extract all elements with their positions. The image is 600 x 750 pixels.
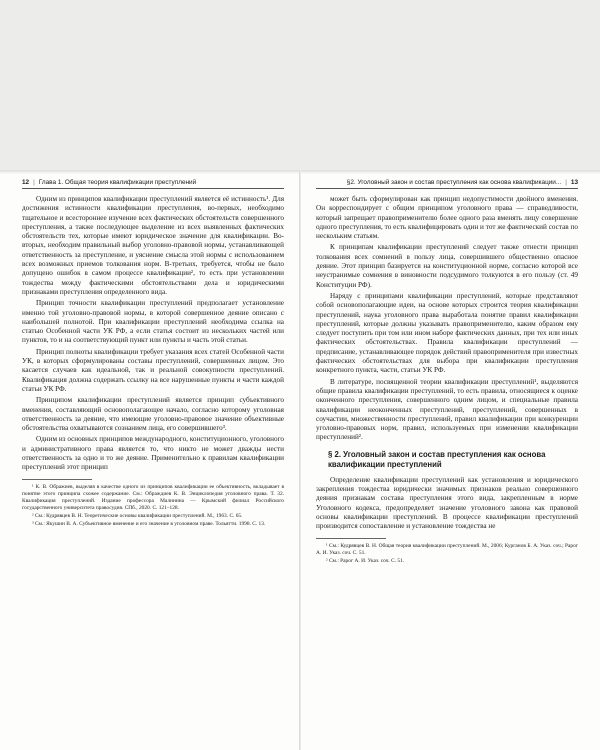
paragraph: Определение квалификации преступлений как установления и юридического закрепления тождества юридически значимых признаков реально совершенного деяния признакам состава преступления этого вида, закрепленным в норме Уголовного кодекса, предопределяет значение уголовного закона как правовой основы квалификации преступлений. В процессе квалификации преступлений производится сопоставление и установление тождества не: [316, 475, 578, 531]
footnote-rule: [22, 479, 92, 480]
footnote: ² См.: Рарог А. И. Указ. соч. С. 51.: [326, 557, 405, 564]
footnote: ¹ См.: Кудрявцев В. Н. Общая теория квалификации преступлений. М., 2006; Курганов Б. А. Указ. соч.; Рарог А. И. Указ. соч. С. 51.: [316, 542, 578, 556]
paragraph: К принципам квалификации преступлений следует также отнести принцип толкования всех сомнений в пользу лица, совершившего общественно опасное деяние. Этот принцип базируется на конституционной норме, согласно которой все неустранимые сомнения в виновности подсудимого толкуются в его пользу (ст. 49 Конституции РФ).: [316, 243, 578, 289]
left-page: [22, 176, 284, 529]
paragraph: может быть сформулирован как принцип недопустимости двойного вменения. Он корреспондирует с общим принципом уголовного права — справедливости, который запрещает правоприменителю более одного раза вменять лицу совершение одного преступления, то есть квалифицировать один и тот же фактический состав по нескольким статьям.: [316, 195, 578, 241]
footnote: ¹ К. В. Ображиев, выделяя в качестве одного из принципов квалификации ее объективность, вкладывает в понятие этого принципа схожее содержание. См.: Ображдиев К. В. Энциклопедия уголовного права. Т. 32. Квалификация преступлений. Издание профессора Малинина — Крымский филиал Российского государственного университета правосудия. СПб., 2020. С. 121–128.: [22, 483, 284, 511]
running-head: §2. Уголовный закон и состав преступления как основа квалификации...: [346, 178, 562, 186]
paragraph: Принцип полноты квалификации требует указания всех статей Особенной части УК, в которых сформулированы составы преступлений, совершенных лицом. Это касается случаев как идеальной, так и реальной совокупности преступлений. Квалификация должна содержать ссылку на все нарушенные пункты и части каждой статьи УК РФ.: [22, 347, 284, 393]
paragraph: Наряду с принципами квалификации преступлений, которые представляют собой основополагающие идеи, на основе которых строится теория квалификации преступлений, наука уголовного права выработала понятие правил квалификации преступлений, которые должны указывать правоприменителю, каким образом ему следует поступить при том или ином наборе фактических данных, при тех или иных фактических обстоятельствах. Правила квалификации преступлений — предписание, устанавливающее порядок действий правоприменителя при известных фактических обстоятельствах для выбора при квалификации преступления конкретного пункта, части, статьи УК РФ.: [316, 291, 578, 375]
section-title: § 2. Уголовный закон и состав преступления как основа квалификации преступлений: [328, 449, 546, 469]
paragraph: Принципом квалификации преступлений является принцип субъективного вменения, составляющий основополагающее начало, согласно которому уголовная ответственность за деяние, что имеющие уголовно-правовое значение объективные обстоятельства охватываются сознанием лица, его совершившего³.: [22, 396, 284, 433]
right-page: [316, 176, 578, 566]
footnote: ² См.: Кудрявцев В. Н. Теоретические основы квалификации преступлений. М., 1963. С. 65.: [32, 512, 243, 519]
paragraph: Одним из основных принципов международного, конституционного, уголовного и административного права является то, что никто не может дважды нести ответственность за одно и то же деяние. Применительно к правилам квалификации преступлений этот принцип: [22, 435, 284, 472]
footnote: ³ См.: Якушин В. А. Субъективное вменение и его значение в уголовном праве. Тольятти. 1998. С. 13.: [32, 520, 266, 527]
page-number: 13: [570, 178, 578, 186]
header-separator: |: [33, 178, 35, 186]
footnote-rule: [316, 538, 386, 539]
paragraph: Принцип точности квалификации преступлений предполагает установление именно той уголовно-правовой нормы, в которой совершенное деяние описано с наибольшей полнотой. При квалификации преступлений необходима ссылка на статью Особенной части УК РФ, а если статья состоит из нескольких частей или пунктов, то и на соответствующий пункт или пункты и часть этой статьи.: [22, 299, 284, 345]
right-page-header: [316, 176, 578, 189]
page-number: 12: [22, 178, 30, 186]
header-separator: |: [565, 178, 567, 186]
paragraph: В литературе, посвященной теории квалификации преступлений¹, выделяются общие правила квалификации преступлений, то есть правила, относящиеся к оценке оконченного преступления, совершенного одним лицом, и специальные правила квалификации неоконченных преступлений, преступлений, совершенных в соучастии, множественности преступлений, правил квалификации при конкуренции уголовно-правовых норм, правил, используемых при изменении квалификации преступлений².: [316, 377, 578, 442]
book-gutter: [299, 170, 301, 750]
paragraph: Одним из принципов квалификации преступлений является её истинность¹. Для достижения истинности квалификации преступления, во-первых, необходимо тщательное и всестороннее изучение всех фактических обстоятельств совершенного преступления, а также последующее выделение из всех выявленных фактических обстоятельств тех, которые имеют юридическое значение для квалификации. Во-вторых, необходим правильный выбор уголовно-правовой нормы, устанавливающей ответственность за преступление, и уяснение смысла этой нормы с использованием всех возможных приемов толкования норм. В-третьих, требуется, чтобы не было допущено ошибок в самом процессе квалификации², то есть при установлении тождества между фактическими обстоятельствами дела и юридическими признаками преступления определенного вида.: [22, 195, 284, 296]
running-head: Глава 1. Общая теория квалификации преступлений: [38, 178, 197, 186]
left-page-header: [22, 176, 284, 189]
